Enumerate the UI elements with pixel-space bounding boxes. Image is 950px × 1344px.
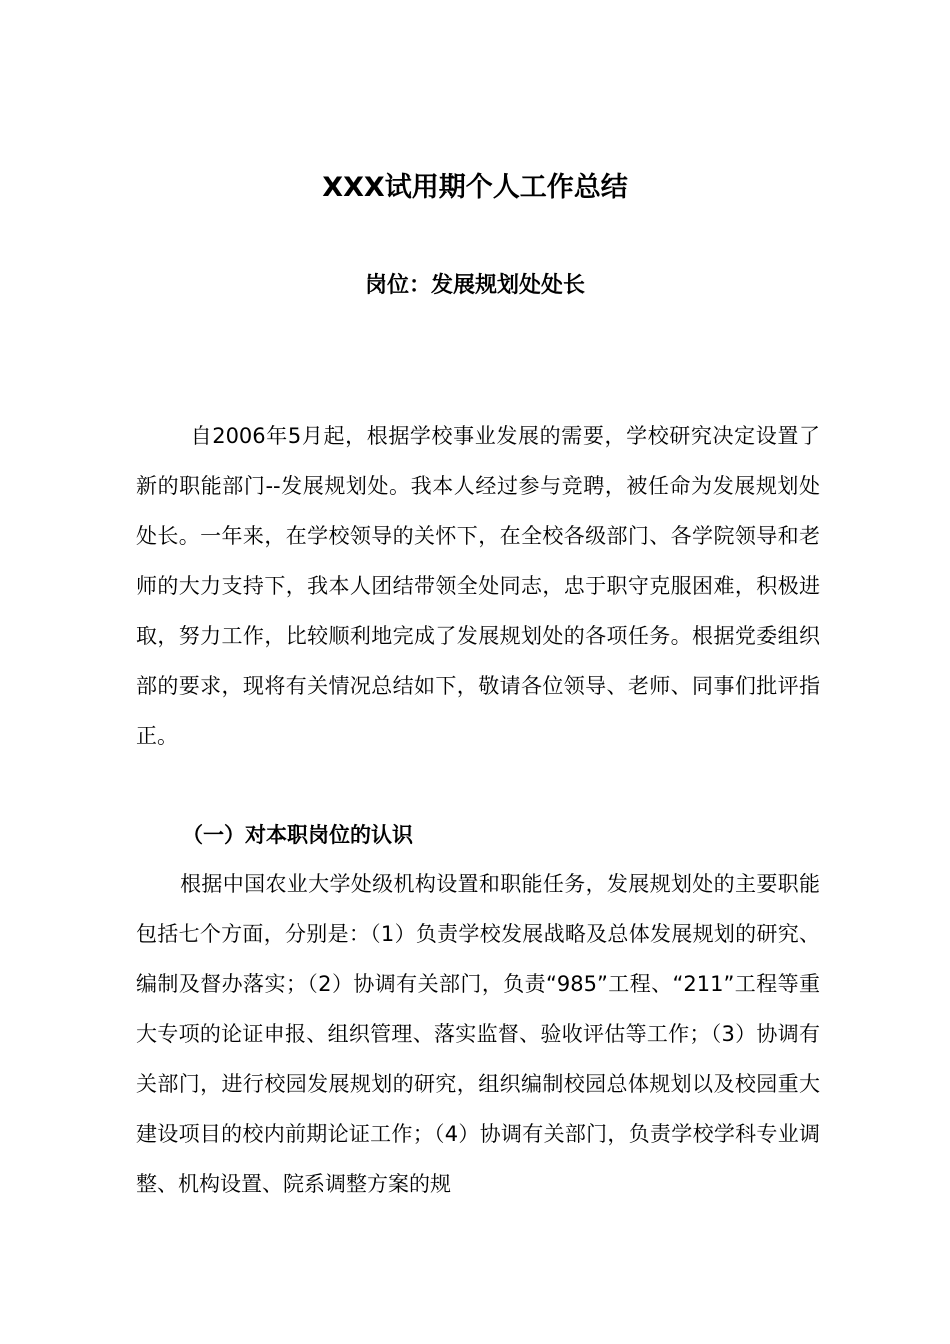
intro-paragraph: 自2006年5月起，根据学校事业发展的需要，学校研究决定设置了新的职能部门--发展规划处。我本人经过参与竞聘，被任命为发展规划处处长。一年来，在学校领导的关怀下，在全校各级部门、各学院领导和老师的大力支持下，我本人团结带领全处同志，忠于职守克服困难，积极进取，努力工作，比较顺利地完成了发展规划处的各项任务。根据党委组织部的要求，现将有关情况总结如下，敬请各位领导、老师、同事们批评指正。 xyxy=(136,424,820,748)
section-heading: （一）对本职岗位的认识 xyxy=(182,823,413,847)
section-paragraph: 根据中国农业大学处级机构设置和职能任务，发展规划处的主要职能包括七个方面，分别是：（1）负责学校发展战略及总体发展规划的研究、编制及督办落实；（2）协调有关部门，负责“985”工程、“211”工程等重大专项的论证申报、组织管理、落实监督、验收评估等工作；（3）协调有关部门，进行校园发展规划的研究，组织编制校园总体规划以及校园重大建设项目的校内前期论证工作；（4）协调有关部门，负责学校学科专业调整、机构设置、院系调整方案的规 xyxy=(136,872,820,1196)
document-title: XXX试用期个人工作总结 xyxy=(322,172,628,203)
document-subtitle: 岗位：发展规划处处长 xyxy=(364,273,585,298)
